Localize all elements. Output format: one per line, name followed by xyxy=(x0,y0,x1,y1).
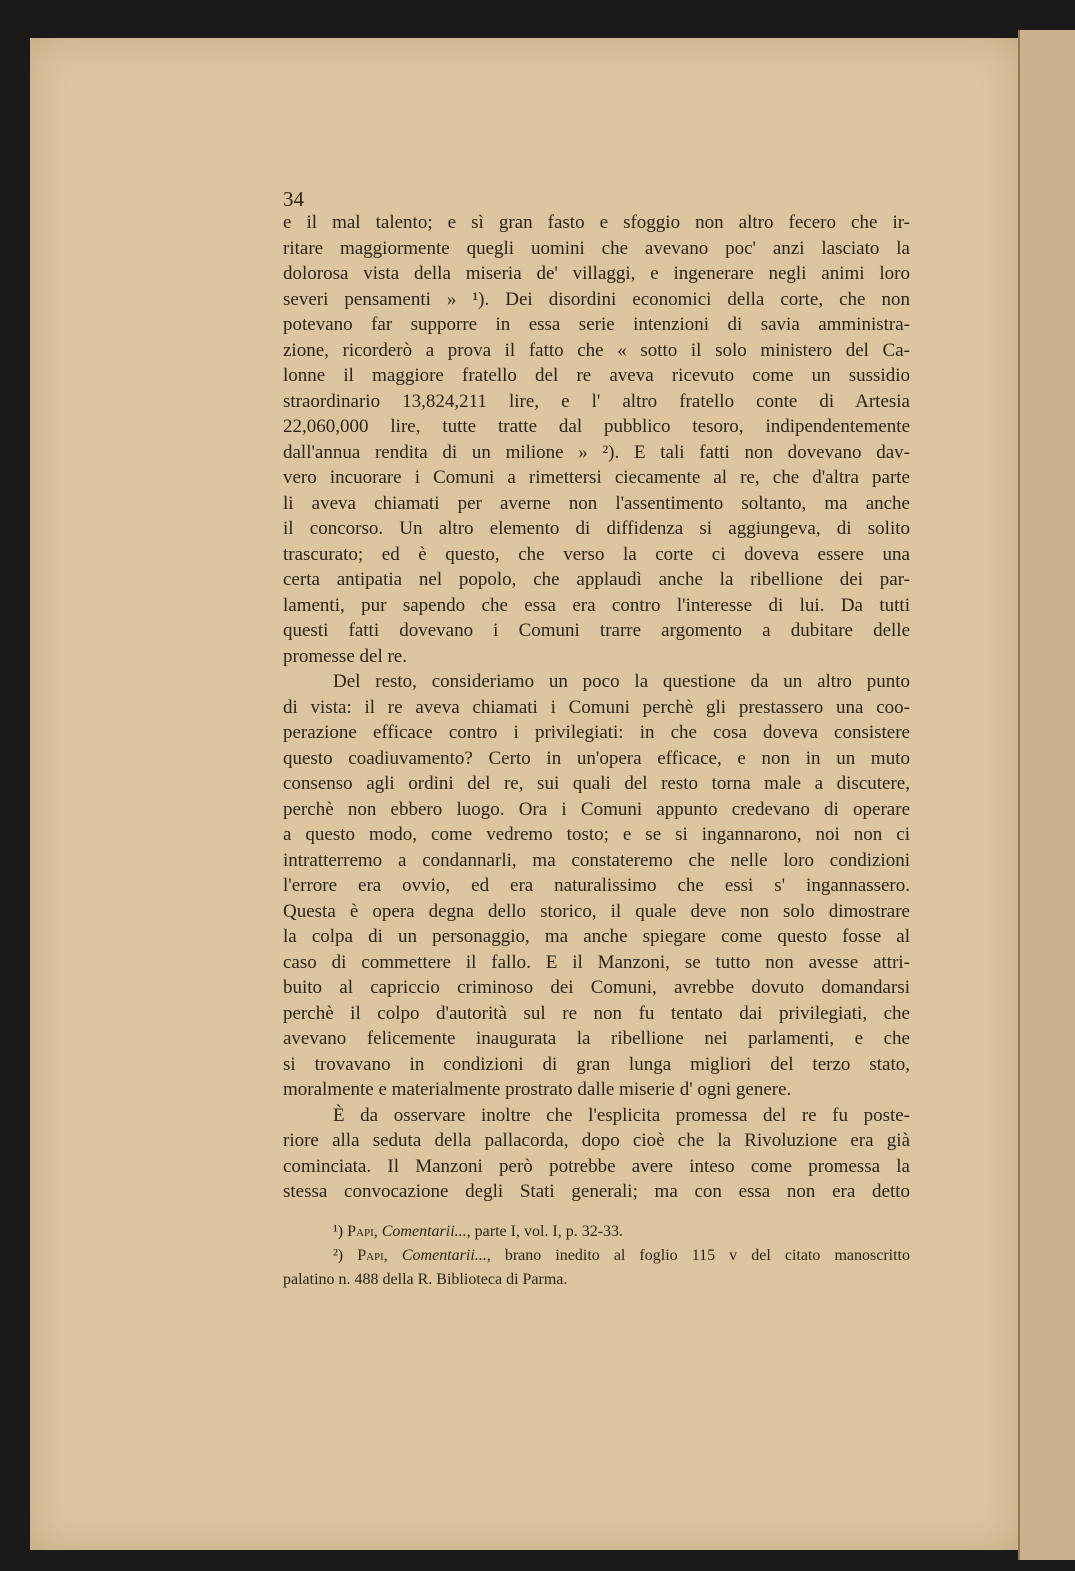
text-line: buito al capriccio criminoso dei Comuni, avrebbe dovuto domandarsi xyxy=(283,977,910,998)
page-number: 34 xyxy=(283,187,304,211)
text-line: ritare maggiormente quegli uomini che avevano poc' anzi lasciato la xyxy=(283,237,910,259)
text-line: lonne il maggiore fratello del re aveva ricevuto come un sussidio xyxy=(283,365,910,386)
footnote-title: Comentarii..., xyxy=(401,1247,491,1264)
text-line: questo coadiuvamento? Certo in un'opera efficace, e non in un muto xyxy=(283,747,910,769)
text-line: riore alla seduta della pallacorda, dopo cioè che la Rivoluzione era già xyxy=(283,1130,910,1151)
text-line: il concorso. Un altro elemento di diffidenza si aggiungeva, di solito xyxy=(283,518,910,539)
text-line: si trovavano in condizioni di gran lunga migliori del terzo stato, xyxy=(283,1053,910,1075)
footnote-2-continuation: palatino n. 488 della R. Biblioteca di Parma. xyxy=(283,1271,568,1288)
text-line: cominciata. Il Manzoni però potrebbe avere inteso come promessa la xyxy=(283,1155,910,1177)
text-line: perazione efficace contro i privilegiati: in che cosa doveva consistere xyxy=(283,722,910,743)
footnote-author: Papi, xyxy=(357,1247,388,1264)
text-line: avevano felicemente inaugurata la ribellione nei parlamenti, e che xyxy=(283,1028,910,1049)
text-line: potevano far supporre in essa serie intenzioni di savia amministra- xyxy=(283,314,910,335)
text-line: l'errore era ovvio, ed era naturalissimo che essi s' ingannassero. xyxy=(283,875,910,896)
footnote-author: Papi, xyxy=(347,1223,378,1240)
text-line: caso di commettere il fallo. E il Manzoni, se tutto non avesse attri- xyxy=(283,951,910,973)
text-line: Questa è opera degna dello storico, il quale deve non solo dimostrare xyxy=(283,900,910,922)
text-line: la colpa di un personaggio, ma anche spiegare come questo fosse al xyxy=(283,926,910,947)
text-line: e il mal talento; e sì gran fasto e sfoggio non altro fecero che ir- xyxy=(283,212,910,233)
text-line: trascurato; ed è questo, che verso la corte ci doveva essere una xyxy=(283,543,910,565)
text-line: certa antipatia nel popolo, che applaudì anche la ribellione dei par- xyxy=(283,569,910,590)
text-line: Del resto, consideriamo un poco la questione da un altro punto xyxy=(333,671,910,692)
text-line: perchè non ebbero luogo. Ora i Comuni appunto credevano di operare xyxy=(283,798,910,820)
footnote-2 xyxy=(283,1244,910,1268)
footnote-text: parte I, vol. I, p. 32-33. xyxy=(474,1223,624,1240)
footnote-1 xyxy=(283,1220,910,1244)
text-line: lamenti, pur sapendo che essa era contro l'interesse di lui. Da tutti xyxy=(283,594,910,616)
text-line: perchè il colpo d'autorità sul re non fu tentato dai privilegiati, che xyxy=(283,1002,910,1024)
text-line: dolorosa vista della miseria de' villaggi, e ingenerare negli animi loro xyxy=(283,263,910,284)
footnote-marker: ¹) xyxy=(333,1223,344,1240)
text-line: dall'annua rendita di un milione » ²). E tali fatti non dovevano dav- xyxy=(283,441,910,463)
footnotes xyxy=(283,1220,910,1292)
text-line: consenso agli ordini del re, sui quali del resto torna male a discutere, xyxy=(283,773,910,794)
body-text xyxy=(283,210,910,1205)
text-line: severi pensamenti » ¹). Dei disordini economici della corte, che non xyxy=(283,288,910,310)
text-line: a questo modo, come vedremo tosto; e se si ingannarono, noi non ci xyxy=(283,824,910,845)
footnote-text: brano inedito al foglio 115 v del citato manoscritto xyxy=(504,1247,910,1264)
text-line: moralmente e materialmente prostrato dalle miserie d' ogni genere. xyxy=(283,1079,792,1100)
text-line: promesse del re. xyxy=(283,645,407,667)
text-line: straordinario 13,824,211 lire, e l' altro fratello conte di Artesia xyxy=(283,390,910,412)
footnote-title: Comentarii..., xyxy=(381,1223,471,1240)
text-line: zione, ricorderò a prova il fatto che « sotto il solo ministero del Ca- xyxy=(283,339,910,361)
text-line: vero incuorare i Comuni a rimettersi ciecamente al re, che d'altra parte xyxy=(283,467,910,488)
text-line: 22,060,000 lire, tutte tratte dal pubblico tesoro, indipendentemente xyxy=(283,416,910,437)
adjacent-page-edge xyxy=(1018,30,1075,1560)
footnote-marker: ²) xyxy=(333,1247,344,1264)
text-line: È da osservare inoltre che l'esplicita promessa del re fu poste- xyxy=(333,1104,910,1126)
text-line: intratterremo a condannarli, ma constateremo che nelle loro condizioni xyxy=(283,849,910,871)
text-line: li aveva chiamati per averne non l'assentimento soltanto, ma anche xyxy=(283,492,910,514)
text-line: stessa convocazione degli Stati generali; ma con essa non era detto xyxy=(283,1181,910,1202)
text-line: di vista: il re aveva chiamati i Comuni perchè gli prestassero una coo- xyxy=(283,696,910,718)
text-line: questi fatti dovevano i Comuni trarre argomento a dubitare delle xyxy=(283,620,910,641)
